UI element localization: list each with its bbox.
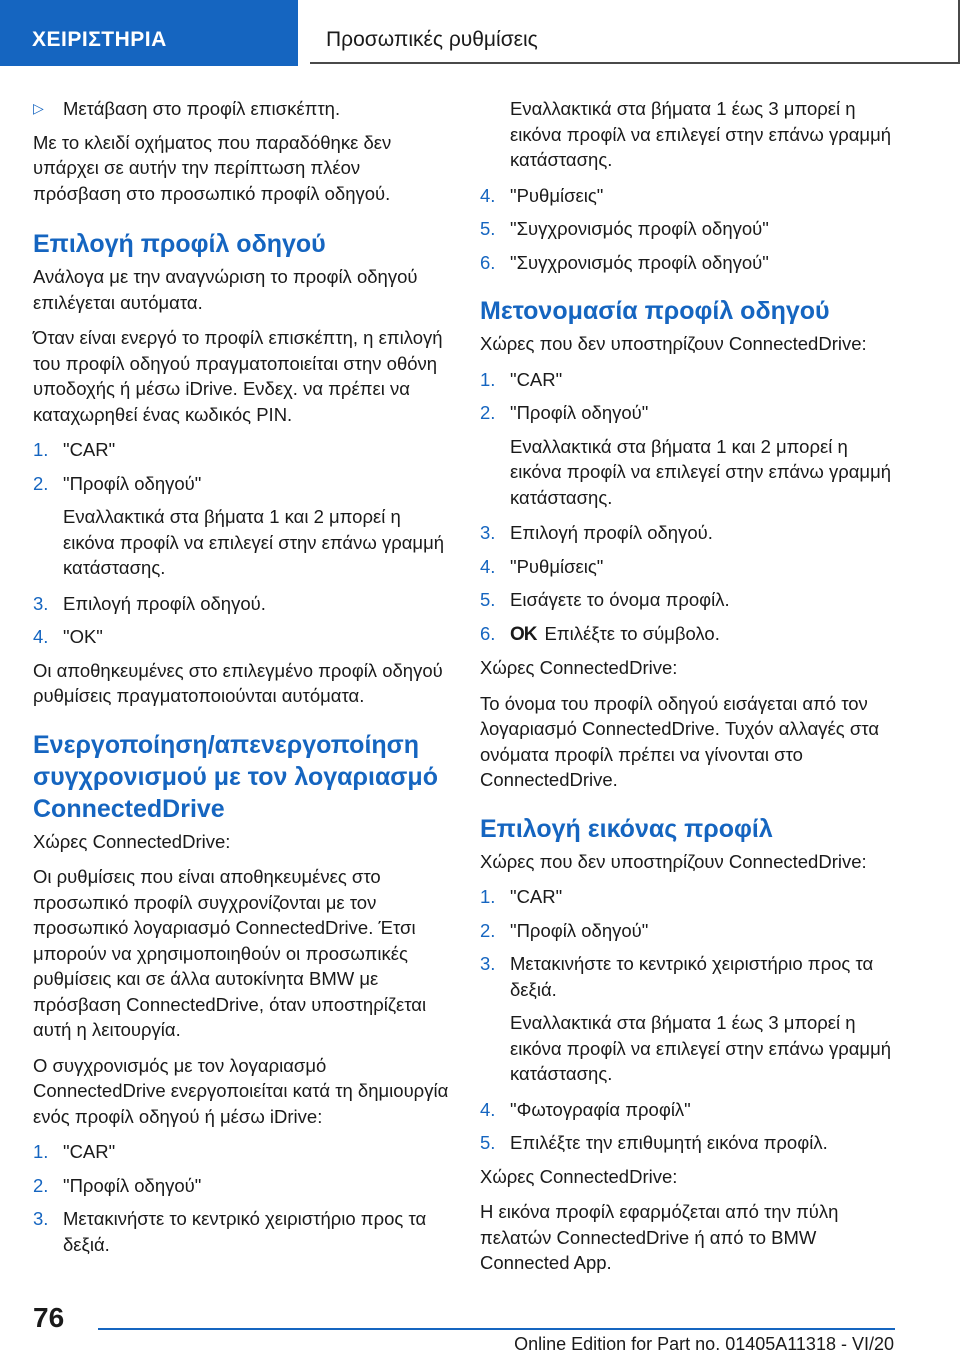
step-number: 1.	[33, 1141, 49, 1162]
paragraph: Η εικόνα προφίλ εφαρμόζεται από την πύλη πελατών ConnectedDrive ή από το BMW Connected App.	[480, 1201, 839, 1273]
step-text: "Συγχρονισμός προφίλ οδηγού"	[510, 251, 769, 273]
paragraph: Οι αποθηκευμένες στο επιλεγμένο προφίλ οδηγού ρυθμίσεις πραγματοποιούνται αυτόματα.	[33, 659, 443, 706]
paragraph: Οι ρυθμίσεις που είναι αποθηκευμένες στο προσωπικό προφίλ συγχρονίζονται με τον προσωπικό λογαριασμό ConnectedDrive. Έτσι μπορούν να χρησιμοποιηθούν οι προσωπικές ρυθμίσεις και σε άλλα αυτοκίνητα BMW με πρόσβαση ConnectedDrive, όταν υποστηρίζεται αυτή η λειτουργία.	[33, 866, 427, 1040]
list-item	[33, 437, 453, 463]
step-text: "CAR"	[63, 1141, 116, 1162]
step-text: Επιλογή προφίλ οδηγού.	[510, 522, 713, 543]
step-number: 2.	[480, 402, 496, 423]
footer-divider	[98, 1328, 895, 1330]
list-item	[33, 624, 453, 650]
arrow-list-item	[33, 96, 453, 122]
step-note: Εναλλακτικά στα βήματα 1 και 2 μπορεί η εικόνα προφίλ να επιλεγεί στην επάνω γραμμή κατάστασης.	[63, 506, 445, 578]
list-item	[33, 1139, 453, 1165]
step-number: 6.	[480, 251, 496, 273]
list-item	[480, 183, 900, 209]
page-header	[0, 0, 960, 66]
section-heading: Ενεργοποίηση/απενεργοποίηση συγχρονισμού με τον λογαριασμό ConnectedDrive	[33, 730, 438, 823]
list-item	[480, 554, 900, 580]
triangle-right-icon: ▷	[33, 100, 44, 116]
step-text: "Ρυθμίσεις"	[510, 184, 604, 206]
step-number: 2.	[33, 472, 49, 494]
step-number: 4.	[33, 626, 49, 647]
paragraph: Χώρες ConnectedDrive:	[480, 657, 678, 678]
step-note: Εναλλακτικά στα βήματα 1 και 2 μπορεί η εικόνα προφίλ να επιλεγεί στην επάνω γραμμή κατάστασης.	[510, 435, 892, 508]
list-item	[480, 1130, 900, 1156]
step-text: "CAR"	[63, 439, 116, 460]
step-text: "OK"	[63, 626, 103, 647]
ok-icon: OK	[510, 623, 537, 645]
list-item	[480, 367, 900, 393]
step-number: 1.	[33, 439, 49, 460]
section-heading: Επιλογή προφίλ οδηγού	[33, 230, 326, 258]
step-text: "Προφίλ οδηγού"	[63, 1174, 202, 1196]
list-item	[480, 216, 900, 242]
page-number: 76	[33, 1302, 65, 1333]
step-number: 3.	[480, 953, 496, 974]
step-text: "Συγχρονισμός προφίλ οδηγού"	[510, 218, 769, 239]
paragraph: Χώρες ConnectedDrive:	[33, 830, 231, 852]
edition-note: Online Edition for Part no. 01405A11318 - VI/20	[514, 1334, 894, 1354]
paragraph: Το όνομα του προφίλ οδηγού εισάγεται από τον λογαριασμό ConnectedDrive. Τυχόν αλλαγές στα ονόματα προφίλ πρέπει να γίνονται στο ConnectedDrive.	[480, 692, 880, 790]
list-item	[33, 591, 453, 617]
section-heading: Επιλογή εικόνας προφίλ	[480, 814, 773, 843]
arrow-item-text: Μετάβαση στο προφίλ επισκέπτη.	[63, 98, 341, 119]
step-text: Μετακινήστε το κεντρικό χειριστήριο προς τα δεξιά.	[510, 953, 874, 1000]
list-item	[480, 884, 900, 910]
step-text: Επιλέξτε την επιθυμητή εικόνα προφίλ.	[510, 1132, 828, 1153]
step-text: "Προφίλ οδηγού"	[510, 402, 649, 423]
step-text: Επιλέξτε το σύμβολο.	[544, 622, 720, 644]
step-text: "CAR"	[510, 886, 563, 907]
step-note: Εναλλακτικά στα βήματα 1 έως 3 μπορεί η εικόνα προφίλ να επιλεγεί στην επάνω γραμμή κατάστασης.	[510, 1012, 892, 1084]
list-item	[480, 587, 900, 613]
list-item	[480, 400, 900, 426]
list-item	[480, 1097, 900, 1123]
paragraph: Όταν είναι ενεργό το προφίλ επισκέπτη, η επιλογή του προφίλ οδηγού πραγματοποιείται στην οθόνη υποδοχής ή μέσω iDrive. Ενδεχ. να πρέπει να καταχωρηθεί ένας κωδικός PIN.	[33, 327, 443, 425]
paragraph: Χώρες που δεν υποστηρίζουν ConnectedDrive:	[480, 333, 867, 354]
section-heading: Μετονομασία προφίλ οδηγού	[480, 297, 830, 325]
list-item	[33, 1173, 453, 1199]
step-number: 5.	[480, 218, 496, 239]
list-item	[480, 918, 900, 944]
chapter-title: Προσωπικές ρυθμίσεις	[310, 0, 960, 64]
paragraph: Χώρες ConnectedDrive:	[480, 1165, 678, 1187]
step-number: 2.	[480, 919, 496, 941]
step-text: "Προφίλ οδηγού"	[63, 472, 202, 494]
step-number: 3.	[33, 1208, 49, 1229]
step-number: 2.	[33, 1174, 49, 1196]
list-item	[480, 951, 900, 1002]
step-text: Εισάγετε το όνομα προφίλ.	[510, 589, 730, 610]
step-number: 6.	[480, 622, 496, 644]
step-number: 3.	[33, 592, 49, 614]
step-number: 4.	[480, 184, 496, 206]
list-item	[480, 250, 900, 276]
step-number: 4.	[480, 1098, 496, 1120]
step-text: Επιλογή προφίλ οδηγού.	[63, 592, 266, 614]
list-item	[480, 621, 900, 648]
paragraph: Ο συγχρονισμός με τον λογαριασμό ConnectedDrive ενεργοποιείται κατά τη δημιουργία ενός προφίλ οδηγού ή μέσω iDrive:	[33, 1054, 449, 1127]
step-number: 3.	[480, 522, 496, 543]
paragraph: Με το κλειδί οχήματος που παραδόθηκε δεν υπάρχει σε αυτήν την περίπτωση πλέον πρόσβαση στο προσωπικό προφίλ οδηγού.	[33, 131, 392, 204]
left-column	[33, 96, 453, 1265]
step-text: "Ρυθμίσεις"	[510, 555, 604, 577]
list-item	[33, 1206, 453, 1257]
list-item	[480, 520, 900, 546]
list-item	[33, 471, 453, 497]
step-text: "CAR"	[510, 368, 563, 390]
step-text: "Φωτογραφία προφίλ"	[510, 1098, 691, 1120]
step-number: 1.	[480, 368, 496, 390]
right-column	[480, 96, 900, 1286]
section-tab: ΧΕΙΡΙΣΤΗΡΙΑ	[0, 0, 298, 66]
step-note: Εναλλακτικά στα βήματα 1 έως 3 μπορεί η εικόνα προφίλ να επιλεγεί στην επάνω γραμμή κατάστασης.	[510, 98, 892, 170]
step-number: 4.	[480, 555, 496, 577]
step-number: 5.	[480, 1132, 496, 1153]
paragraph: Χώρες που δεν υποστηρίζουν ConnectedDrive:	[480, 850, 867, 872]
step-text: Μετακινήστε το κεντρικό χειριστήριο προς τα δεξιά.	[63, 1208, 427, 1255]
step-number: 1.	[480, 886, 496, 907]
step-text: "Προφίλ οδηγού"	[510, 919, 649, 941]
paragraph: Ανάλογα με την αναγνώριση το προφίλ οδηγού επιλέγεται αυτόματα.	[33, 266, 418, 313]
step-number: 5.	[480, 589, 496, 610]
